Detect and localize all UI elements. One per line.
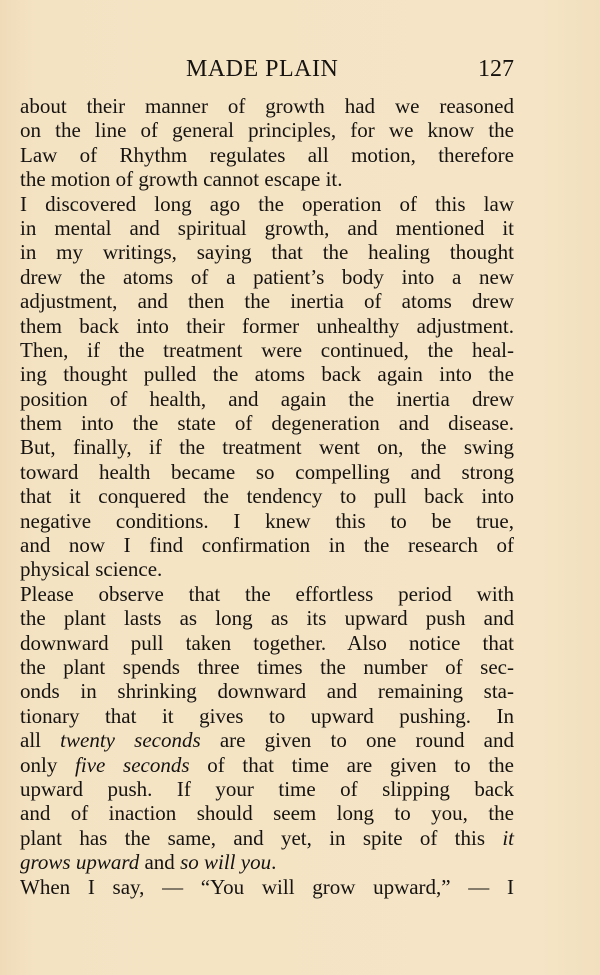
text-line: [20, 850, 514, 874]
text-line: drew the atoms of a patient’s body into a new: [20, 264, 514, 289]
text-line: onds in shrinking downward and remaining sta-: [20, 679, 514, 704]
text-line: the plant lasts as long as its upward push and: [20, 606, 514, 631]
text-line: [20, 826, 514, 850]
italic-phrase: grows upward: [20, 850, 140, 875]
text-line: about their manner of growth had we reasoned: [20, 94, 514, 118]
text-segment: .: [271, 850, 277, 875]
text-line: physical science.: [20, 557, 163, 582]
text-line: I discovered long ago the operation of this law: [20, 191, 514, 216]
text-line: them back into their former unhealthy adjustment.: [20, 313, 514, 338]
text-line: Then, if the treatment were continued, the heal-: [20, 337, 514, 362]
text-segment: of that time are given to the: [189, 752, 514, 777]
text-line: toward health became so compelling and strong: [20, 459, 514, 484]
text-line: position of health, and again the inertia drew: [20, 386, 514, 411]
italic-phrase: five seconds: [75, 752, 190, 777]
text-line: in my writings, saying that the healing thought: [20, 240, 514, 265]
text-segment: all: [20, 728, 61, 753]
text-line: But, finally, if the treatment went on, the swing: [20, 435, 514, 460]
page-header: [0, 54, 600, 84]
running-head: MADE PLAIN: [186, 56, 339, 82]
text-line: and now I find confirmation in the research of: [20, 533, 514, 558]
text-line: adjustment, and then the inertia of atoms drew: [20, 289, 514, 314]
text-line: the plant spends three times the number of sec-: [20, 654, 514, 679]
body-text: [20, 94, 514, 899]
text-segment: plant has the same, and yet, in spite of this: [20, 825, 503, 850]
text-line: [20, 728, 514, 752]
text-line: Please observe that the effortless period with: [20, 581, 514, 606]
text-line: them into the state of degeneration and disease.: [20, 411, 514, 436]
text-line: the motion of growth cannot escape it.: [20, 167, 343, 192]
text-line: downward pull taken together. Also notice that: [20, 630, 514, 655]
text-line: and of inaction should seem long to you, the: [20, 801, 514, 826]
text-line: When I say, — “You will grow upward,” — I: [20, 874, 514, 899]
italic-phrase: so will you: [180, 850, 272, 875]
text-segment: are given to one round and: [200, 728, 514, 753]
text-line: on the line of general principles, for we know the: [20, 118, 514, 143]
text-line: Law of Rhythm regulates all motion, therefore: [20, 142, 514, 167]
italic-phrase: it: [502, 825, 514, 850]
text-segment: only: [20, 752, 76, 777]
text-line: upward push. If your time of slipping back: [20, 776, 514, 801]
page-number: 127: [478, 56, 514, 82]
text-line: in mental and spiritual growth, and mentioned it: [20, 215, 514, 240]
italic-phrase: twenty seconds: [60, 728, 201, 753]
text-line: that it conquered the tendency to pull back into: [20, 484, 514, 509]
text-line: [20, 753, 514, 777]
text-line: ing thought pulled the atoms back again into the: [20, 362, 514, 387]
text-segment: and: [139, 850, 181, 875]
text-line: negative conditions. I knew this to be true,: [20, 508, 514, 533]
text-line: tionary that it gives to upward pushing. In: [20, 703, 514, 728]
